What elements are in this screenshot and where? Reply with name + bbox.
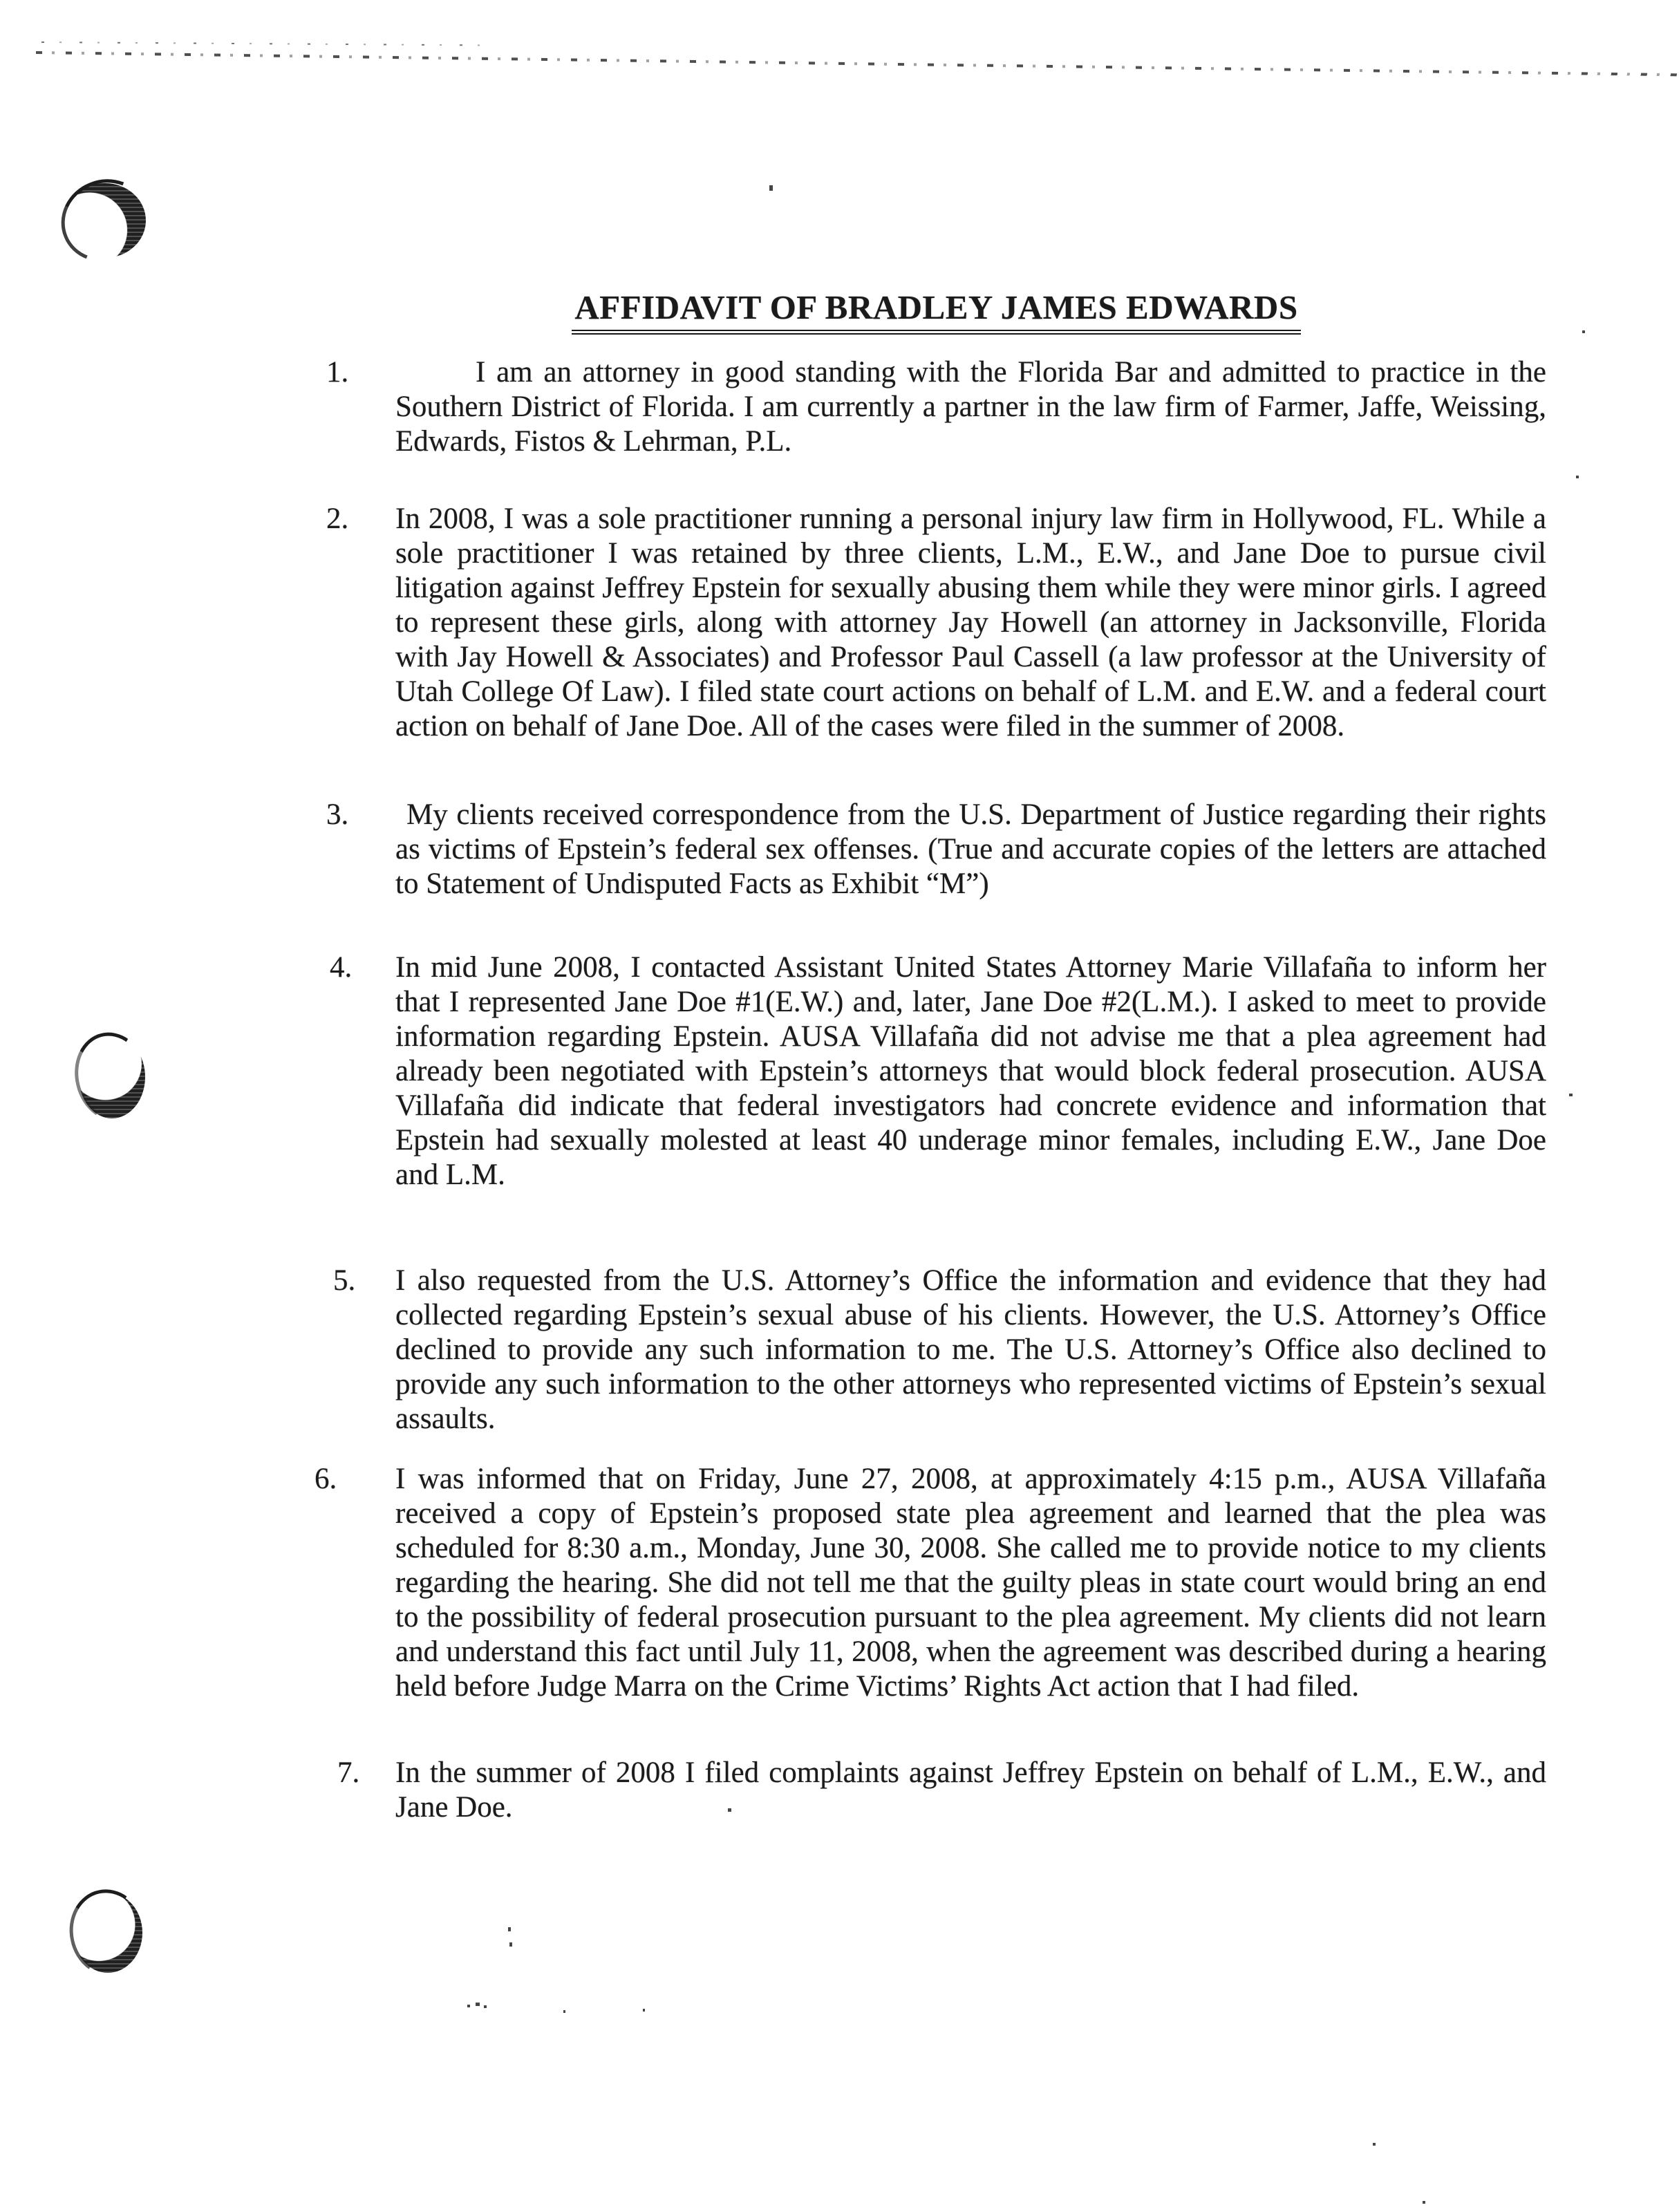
scan-speck [509, 1942, 512, 1947]
paragraph-number: 7. [337, 1756, 360, 1789]
paragraph-number: 6. [315, 1463, 337, 1495]
paragraph-number: 3. [326, 798, 349, 831]
affidavit-paragraph [326, 950, 1546, 1192]
scan-speck [1373, 2143, 1376, 2146]
document-title-row [326, 288, 1546, 335]
affidavit-paragraph [326, 502, 1546, 744]
hole-punch-mark [73, 1893, 142, 1973]
paragraph-text: I also requested from the U.S. Attorney’s Office the information and evidence that they had collected regarding Epstein’s sexual abuse of his clients. However, the U.S. Attorney’s Office declined to provide any such information to me. The U.S. Attorney’s Office also declined to provide any such information to the other attorneys who represented victims of Epstein’s sexual assaults. [395, 1264, 1546, 1435]
scan-speck [484, 2005, 487, 2008]
paragraph-number: 1. [326, 356, 349, 388]
paragraph-text: I am an attorney in good standing with the Florida Bar and admitted to practice in the Southern District of Florida. I am currently a partner in the law firm of Farmer, Jaffe, Weissing, Edwards, Fistos & Lehrman, P.L. [395, 356, 1546, 458]
affidavit-paragraph [326, 1756, 1546, 1825]
scan-speck [1423, 2201, 1425, 2204]
paragraph-number: 5. [333, 1264, 356, 1297]
affidavit-paragraph [315, 1462, 1546, 1704]
scan-speck [563, 2010, 565, 2013]
scan-speck [476, 2003, 480, 2006]
scan-speck [643, 2009, 645, 2012]
paragraph-text: In 2008, I was a sole practitioner running a personal injury law firm in Hollywood, FL. While a sole practitioner I was retained by three clients, L.M., E.W., and Jane Doe to pursue civil litigation against Jeffrey Epstein for sexually abusing them while they were minor girls. I agreed to represent these girls, along with attorney Jay Howell (an attorney in Jacksonville, Florida with Jay Howell & Associates) and Professor Paul Cassell (a law professor at the University of Utah College Of Law). I filed state court actions on behalf of L.M. and E.W. and a federal court action on behalf of Jane Doe. All of the cases were filed in the summer of 2008. [395, 503, 1546, 742]
scan-speck [467, 2005, 470, 2007]
affidavit-paragraph [326, 1264, 1546, 1436]
paragraph-text: My clients received correspondence from the U.S. Department of Justice regarding their rights as victims of Epstein’s federal sex offenses. (True and accurate copies of the letters are attached to Statement of Undisputed Facts as Exhibit “M”) [395, 798, 1546, 900]
paragraph-text: In the summer of 2008 I filed complaints against Jeffrey Epstein on behalf of L.M., E.W., and Jane Doe. [395, 1756, 1546, 1824]
paragraph-text: In mid June 2008, I contacted Assistant United States Attorney Marie Villafaña to inform her that I represented Jane Doe #1(E.W.) and, later, Jane Doe #2(L.M.). I asked to meet to provide information regarding Epstein. AUSA Villafaña did not advise me that a plea agreement had already been negotiated with Epstein’s attorneys that would block federal prosecution. AUSA Villafaña did indicate that federal investigators had concrete evidence and information that Epstein had sexually molested at least 40 underage minor females, including E.W., Jane Doe and L.M. [395, 951, 1546, 1191]
paragraph-number: 2. [326, 503, 349, 535]
affidavit-paragraph [326, 798, 1546, 901]
affidavit-paragraph [326, 355, 1546, 459]
paragraph-number: 4. [330, 951, 353, 984]
scan-speck [508, 1927, 511, 1931]
document-title: AFFIDAVIT OF BRADLEY JAMES EDWARDS [572, 288, 1300, 335]
numbered-paragraph-list [315, 355, 1546, 1825]
paragraph-text: I was informed that on Friday, June 27, 2008, at approximately 4:15 p.m., AUSA Villafaña received a copy of Epstein’s proposed state plea agreement and learned that the plea was scheduled for 8:30 a.m., Monday, June 30, 2008. She called me to provide notice to my clients regarding the hearing. She did not tell me that the guilty pleas in state court would bring an end to the possibility of federal prosecution pursuant to the plea agreement. My clients did not learn and understand this fact until July 11, 2008, when the agreement was described during a hearing held before Judge Marra on the Crime Victims’ Rights Act action that I had filed. [395, 1463, 1546, 1703]
